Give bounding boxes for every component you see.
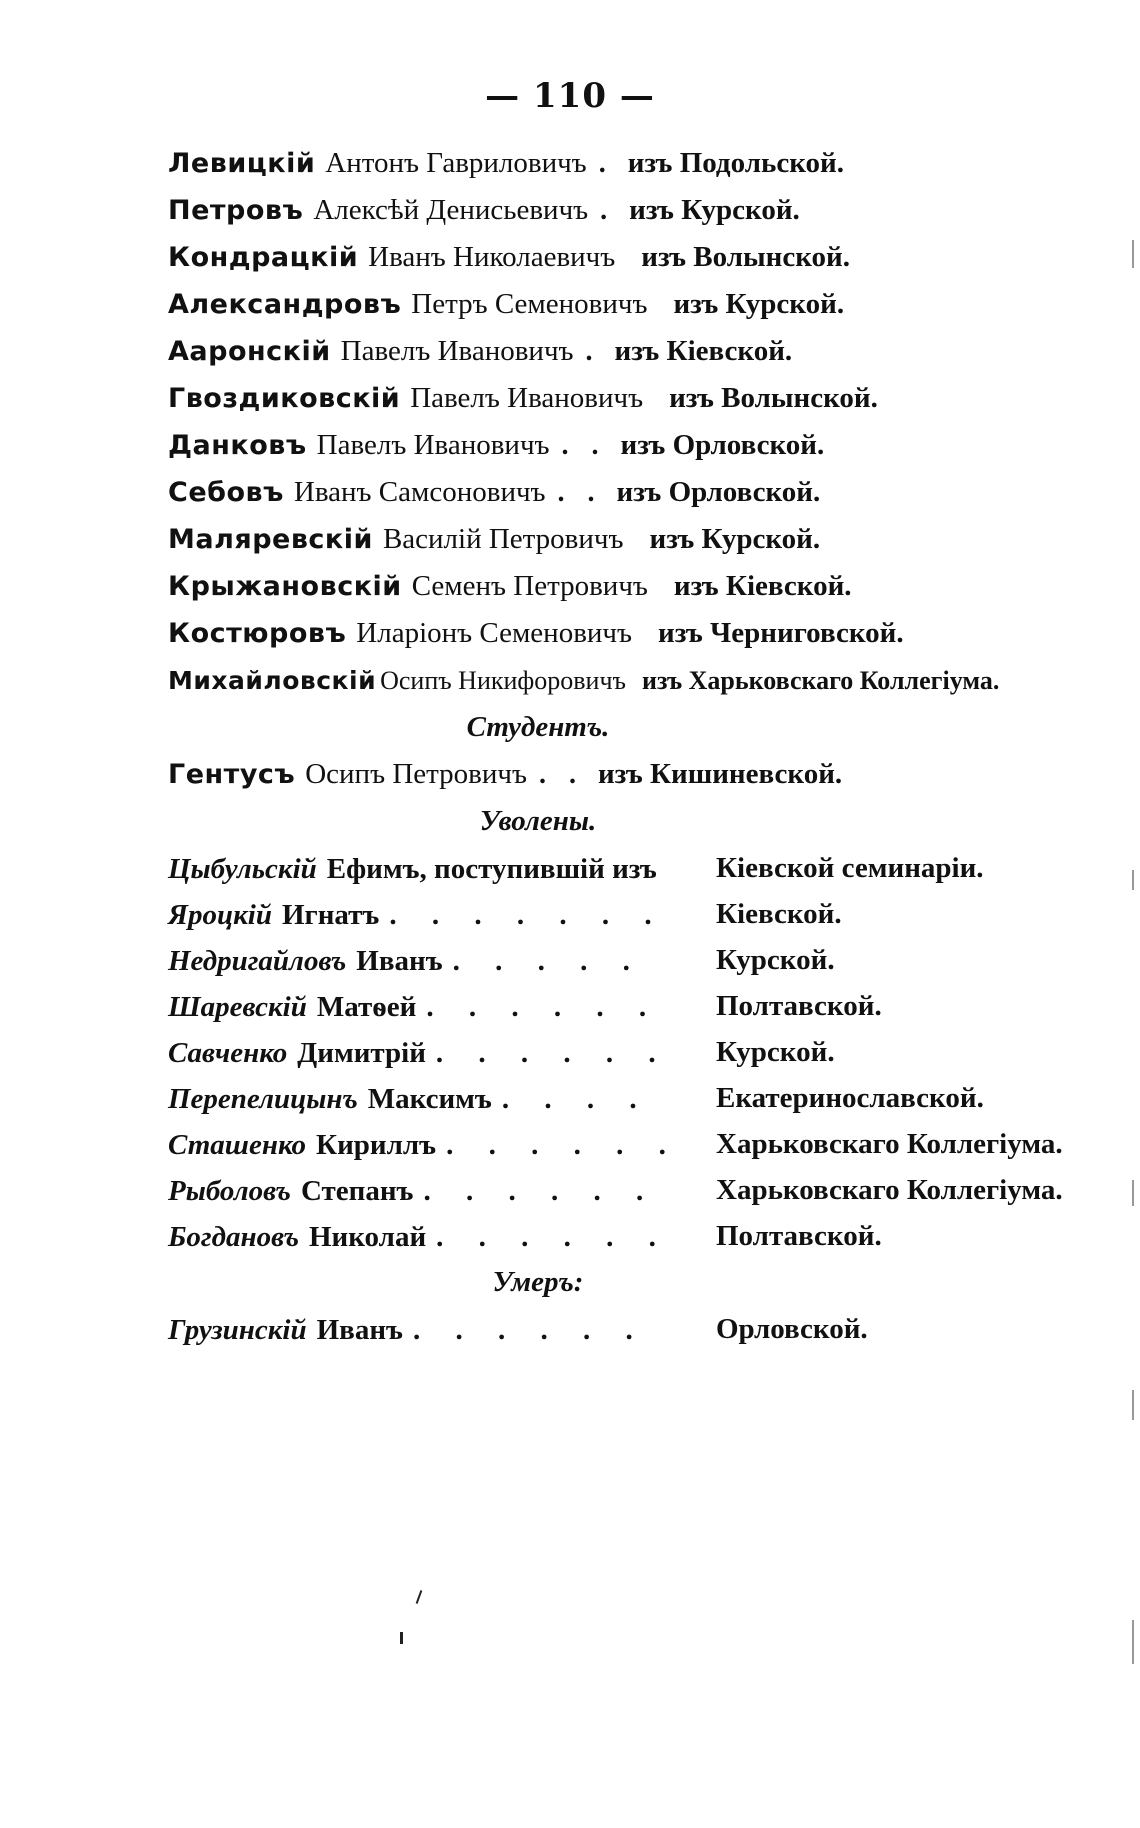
surname: Кондрацкій — [168, 242, 359, 273]
section-heading-dismissed: Уволены. — [479, 805, 597, 837]
surname: Александровъ — [168, 289, 402, 320]
surname: Недригайловъ — [168, 945, 347, 977]
origin: изъ Подольской. — [627, 147, 844, 179]
given-name: Кириллъ — [316, 1129, 437, 1161]
leader-dots: . . . . . . — [426, 991, 661, 1023]
surname: Сташенко — [168, 1129, 307, 1161]
given-name: Димитрій — [297, 1037, 426, 1069]
page-number: — 110 — — [485, 76, 655, 116]
list-item — [168, 610, 1088, 657]
list-item — [168, 1029, 1088, 1075]
surname: Крыжановскій — [168, 571, 402, 602]
surname: Гвоздиковскій — [168, 383, 401, 414]
scan-edge-mark — [1132, 240, 1134, 268]
list-item — [168, 657, 1088, 704]
surname: Петровъ — [168, 195, 304, 226]
given-name: Петръ Семеновичъ — [411, 288, 648, 320]
list-item — [168, 140, 1088, 187]
list-item — [168, 1121, 1088, 1167]
list-item — [168, 187, 1088, 234]
origin: Полтавской. — [716, 1220, 882, 1252]
surname: Гентусъ — [168, 759, 296, 790]
section-heading-student: Студентъ. — [466, 711, 610, 743]
given-name: Осипъ Никифоровичъ — [380, 666, 626, 695]
scan-edge-mark — [1132, 1620, 1134, 1664]
list-item — [168, 328, 1088, 375]
surname: Богдановъ — [168, 1221, 299, 1253]
origin: Екатеринославской. — [716, 1082, 984, 1114]
list-item — [168, 375, 1088, 422]
given-name: Алексѣй Денисьевичъ — [313, 194, 589, 226]
origin: изъ Черниговской. — [658, 617, 904, 649]
list-item — [168, 845, 1088, 891]
student-list — [168, 140, 1088, 1352]
list-item — [168, 1306, 1088, 1352]
surname: Левицкій — [168, 148, 316, 179]
origin: изъ Кишиневской. — [597, 758, 843, 790]
leader-dots: . . . . . . . — [389, 899, 666, 931]
given-name: Игнатъ — [282, 899, 380, 931]
surname: Маляревскій — [168, 524, 373, 555]
surname: Рыболовъ — [168, 1175, 291, 1207]
origin: изъ Кіевской. — [614, 335, 793, 367]
leader-dots: . . . . . . — [412, 1314, 647, 1346]
origin: изъ Кіевской. — [673, 570, 852, 602]
origin: Курской. — [716, 1036, 835, 1068]
surname: Данковъ — [168, 430, 307, 461]
origin: изъ Орловской. — [616, 476, 821, 508]
origin: Курской. — [716, 944, 835, 976]
scan-edge-mark — [1132, 870, 1134, 890]
origin: изъ Волынской. — [641, 241, 851, 273]
list-item — [168, 937, 1088, 983]
list-item — [168, 281, 1088, 328]
given-name: Степанъ — [300, 1175, 414, 1207]
given-name: Осипъ Петровичъ — [305, 758, 527, 790]
list-item — [168, 234, 1088, 281]
ink-speck — [400, 1632, 403, 1644]
given-name: Иванъ Николаевичъ — [368, 241, 616, 273]
origin: Кіевской семинаріи. — [716, 852, 984, 884]
leader-dots: . . — [561, 430, 607, 461]
leader-dots: . — [598, 148, 614, 179]
leader-dots: . . . . . — [452, 945, 644, 977]
surname: Перепелицынъ — [168, 1083, 358, 1115]
scan-edge-mark — [1132, 1390, 1134, 1420]
list-item — [168, 891, 1088, 937]
origin: Орловской. — [716, 1313, 868, 1345]
surname: Михайловскій — [168, 666, 377, 695]
list-item — [168, 563, 1088, 610]
leader-dots: . . . . . . — [436, 1221, 670, 1253]
list-item — [168, 516, 1088, 563]
origin: изъ Курской. — [629, 194, 800, 226]
ink-speck — [416, 1590, 423, 1604]
origin: изъ Волынской. — [669, 382, 878, 414]
list-item — [168, 751, 1088, 798]
surname: Савченко — [168, 1037, 288, 1069]
leader-dots: . — [600, 195, 616, 226]
leader-dots: . . . . . . — [446, 1129, 680, 1161]
list-item — [168, 1167, 1088, 1213]
scan-edge-mark — [1132, 1180, 1134, 1206]
given-name: Матѳей — [316, 991, 417, 1023]
leader-dots: . . — [538, 759, 584, 790]
leader-dots: . . . . — [501, 1083, 651, 1115]
given-name: Павелъ Ивановичъ — [340, 335, 574, 367]
surname: Шаревскій — [168, 991, 307, 1023]
surname: Цыбульскій — [168, 853, 317, 885]
surname: Яроцкій — [168, 899, 272, 931]
list-item — [168, 983, 1088, 1029]
origin: Харьковскаго Коллегіума. — [716, 1128, 1063, 1160]
given-name: Иларіонъ Семеновичъ — [356, 617, 632, 649]
leader-dots: . . . . . . — [435, 1037, 670, 1069]
origin: изъ Курской. — [649, 523, 821, 555]
leader-dots: . . — [557, 477, 603, 508]
given-name: Иванъ — [316, 1314, 403, 1346]
list-item — [168, 1213, 1088, 1259]
list-item — [168, 1075, 1088, 1121]
list-item — [168, 469, 1088, 516]
given-name: Павелъ Ивановичъ — [410, 382, 644, 414]
leader-dots: . . . . . . — [423, 1175, 658, 1207]
given-name: Антонъ Гавриловичъ — [325, 147, 587, 179]
list-item — [168, 422, 1088, 469]
surname: Костюровъ — [168, 618, 347, 649]
given-name: Василій Петровичъ — [382, 523, 624, 555]
origin: изъ Орловской. — [620, 429, 825, 461]
origin: Кіевской. — [716, 898, 842, 930]
given-name: Семенъ Петровичъ — [411, 570, 648, 602]
given-name: Павелъ Ивановичъ — [316, 429, 550, 461]
leader-dots: . — [585, 336, 601, 367]
given-name: Николай — [308, 1221, 427, 1253]
section-heading-died: Умеръ: — [492, 1266, 584, 1298]
given-name: Ефимъ, поступившій изъ — [326, 853, 657, 885]
origin: Харьковскаго Коллегіума. — [716, 1174, 1063, 1206]
surname: Себовъ — [168, 477, 284, 508]
surname: Грузинскій — [168, 1314, 307, 1346]
given-name: Максимъ — [367, 1083, 492, 1115]
origin: изъ Харьковскаго Коллегіума. — [641, 666, 1000, 695]
given-name: Иванъ Самсоновичъ — [293, 476, 546, 508]
origin: Полтавской. — [716, 990, 882, 1022]
surname: Ааронскій — [168, 336, 331, 367]
origin: изъ Курской. — [673, 288, 845, 320]
given-name: Иванъ — [356, 945, 443, 977]
